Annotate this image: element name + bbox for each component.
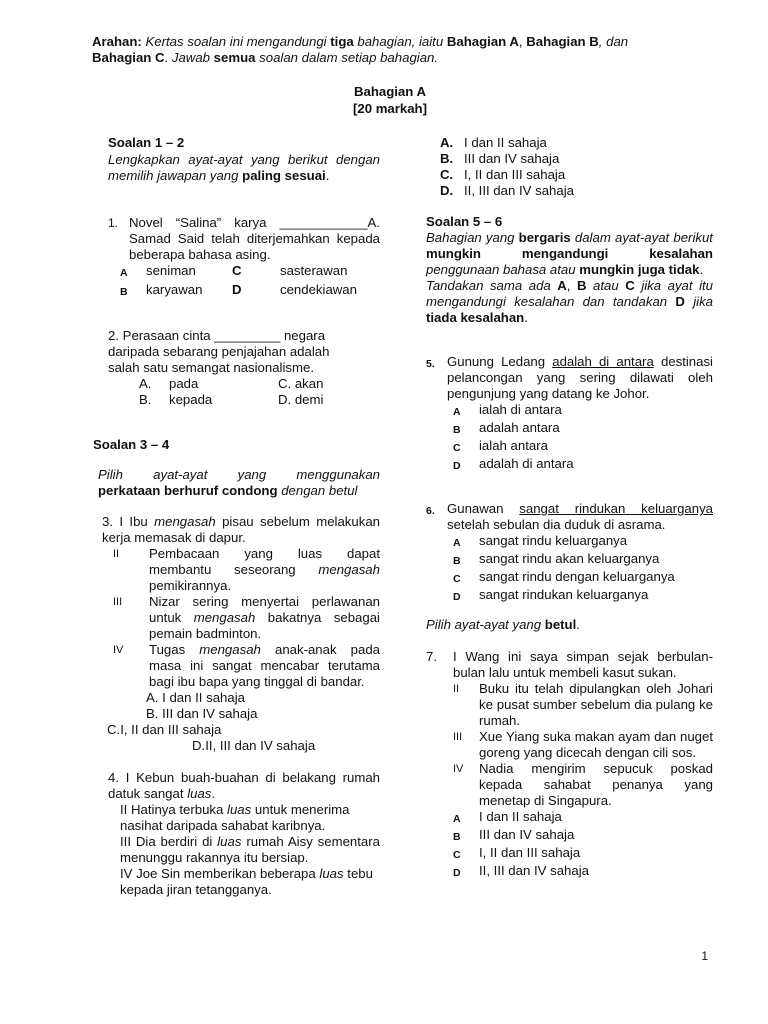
- q4-item-iv: [108, 866, 380, 898]
- question-1: [108, 215, 380, 300]
- instruction-1-2: Lengkapkan ayat-ayat yang berikut dengan memilih jawapan yang paling sesuai.: [108, 152, 380, 183]
- q7-opt-d-label: D: [453, 867, 461, 879]
- instructions-section-b: Bahagian B: [526, 34, 599, 49]
- q4-item-ii: [108, 802, 380, 834]
- i56-p2a: Tandakan sama ada: [426, 278, 551, 293]
- rt-opt-d-label: D.: [440, 183, 454, 198]
- instructions-text-2: bahagian, iaitu: [357, 34, 444, 49]
- q7-opt-b[interactable]: III dan IV sahaja: [479, 827, 575, 842]
- right-top-options: [440, 135, 720, 199]
- heading-soalan-1-2: Soalan 1 – 2: [108, 135, 185, 150]
- q5-opt-c-label: C: [453, 442, 461, 454]
- q5-number: 5.: [426, 358, 435, 370]
- instructions-dan: , dan: [598, 34, 629, 49]
- heading-soalan-5-6: Soalan 5 – 6: [426, 214, 503, 229]
- instruction-5-6-p1: Bahagian yang bergaris dalam ayat-ayat berikut mungkin mengandungi kesalahan penggunaan bahasa atau mungkin juga tidak.: [426, 230, 713, 277]
- q4-ii-a: II Hatinya terbuka: [120, 802, 224, 817]
- instructions-jawab: Jawab: [171, 50, 210, 65]
- q2-text: 2. Perasaan cinta _________ negara daripada sebarang penjajahan adalah salah satu semangat nasionalisme.: [108, 328, 330, 375]
- q3-i-b: pisau sebelum melakukan kerja memasak di dapur.: [102, 514, 380, 545]
- q2-opt-b[interactable]: kepada: [169, 392, 213, 407]
- rt-opt-d[interactable]: II, III dan IV sahaja: [464, 183, 574, 198]
- instruction-3-4-text: Pilih ayat-ayat yang menggunakan: [98, 467, 380, 482]
- q3-iii-a: Nizar sering menyertai perlawanan untuk: [149, 594, 380, 625]
- instruction-7-text: Pilih ayat-ayat yang: [426, 617, 542, 632]
- rt-opt-a[interactable]: I dan II sahaja: [464, 135, 547, 150]
- q2-opt-d[interactable]: D. demi: [278, 392, 324, 407]
- q2-options-row-2: [108, 392, 348, 408]
- i56-p1f: mungkin juga tidak: [579, 262, 700, 277]
- section-marks: [20 markah]: [352, 101, 428, 116]
- q5-underlined: adalah di antara: [552, 354, 654, 369]
- q6-opt-c[interactable]: sangat rindu dengan keluarganya: [479, 569, 675, 584]
- instruction-1-2-bold: paling sesuai: [242, 168, 326, 183]
- q3-item-iv: [102, 642, 380, 690]
- q6-opt-b-label: B: [453, 555, 461, 567]
- q7-item-iii: [426, 729, 713, 761]
- q7-item-i: I Wang ini saya simpan sejak berbulan-bulan lalu untuk membeli kasut sukan.: [453, 649, 713, 680]
- q7-ii-num: II: [453, 683, 460, 695]
- i56-p2c: jika ayat itu mengandungi kesalahan dan tandakan: [426, 278, 713, 309]
- i56-p2-B: B: [576, 278, 587, 293]
- q3-item-i: [102, 514, 380, 546]
- rt-opt-b[interactable]: III dan IV sahaja: [464, 151, 560, 166]
- i56-p1c: dalam ayat-ayat berikut: [574, 230, 713, 245]
- q1-number: 1.: [108, 216, 119, 230]
- instruction-7-bold: betul: [544, 617, 577, 632]
- i56-p2-D: D: [675, 294, 685, 309]
- q3-iii-word: mengasah: [193, 610, 256, 625]
- q5-opt-c[interactable]: ialah antara: [479, 438, 548, 453]
- instruction-1-2-text: Lengkapkan ayat-ayat yang berikut dengan memilih jawapan yang: [108, 152, 380, 183]
- q4-item-iii: [108, 834, 380, 866]
- q6-opt-a-label: A: [453, 537, 461, 549]
- instructions-text-4: soalan dalam setiap bahagian.: [259, 50, 439, 65]
- q4-iii-a: III Dia berdiri di: [120, 834, 213, 849]
- q1-opt-a[interactable]: seniman: [146, 263, 196, 278]
- instructions: Arahan: Kertas soalan ini mengandungi tiga bahagian, iaitu Bahagian A, Bahagian B, dan Bahagian C. Jawab semua soalan dalam setiap bahagian.: [92, 34, 629, 65]
- q7-number: 7.: [426, 649, 437, 664]
- q3-iii-b: bakatnya sebagai pemain badminton.: [149, 610, 380, 641]
- q7-iv-num: IV: [453, 763, 464, 775]
- q7-opt-c-label: C: [453, 849, 461, 861]
- instructions-text: Kertas soalan ini mengandungi: [145, 34, 327, 49]
- q2-opt-a-label: A.: [139, 376, 152, 391]
- instruction-5-6: [426, 214, 713, 326]
- q5-opt-a-label: A: [453, 406, 461, 418]
- q2-opt-b-label: B.: [139, 392, 152, 407]
- q6-opt-d-label: D: [453, 591, 461, 603]
- q6-opt-d[interactable]: sangat rindukan keluarganya: [479, 587, 649, 602]
- q4-iv-word: luas: [319, 866, 344, 881]
- q2-options-row-1: [108, 376, 348, 392]
- q3-opt-b[interactable]: B. III dan IV sahaja: [146, 706, 258, 721]
- q1-options-row-1: [108, 263, 380, 281]
- question-2: [108, 328, 348, 408]
- q7-ii-text: Buku itu telah dipulangkan oleh Johari ke pusat sumber sebelum dia pulang ke rumah.: [479, 681, 713, 728]
- q3-item-iii: [102, 594, 380, 642]
- q1-opt-c[interactable]: sasterawan: [280, 263, 348, 278]
- q6-opt-a[interactable]: sangat rindu keluarganya: [479, 533, 628, 548]
- question-3: [102, 514, 380, 754]
- q1-opt-b[interactable]: karyawan: [146, 282, 203, 297]
- q5-opt-a[interactable]: ialah di antara: [479, 402, 562, 417]
- q6-text-a: Gunawan: [447, 501, 504, 516]
- instruction-3-4: [98, 467, 380, 499]
- q3-ii-b: pemikirannya.: [149, 578, 232, 593]
- rt-opt-b-label: B.: [440, 151, 454, 166]
- instructions-section-c: Bahagian C: [92, 50, 165, 65]
- q7-iv-text: Nadia mengirim sepucuk poskad kepada sahabat penanya yang menetap di Singapura.: [479, 761, 713, 808]
- question-5: [426, 354, 713, 474]
- q3-i-word: mengasah: [154, 514, 216, 529]
- q7-opt-b-label: B: [453, 831, 461, 843]
- q5-opt-d-label: D: [453, 460, 461, 472]
- instructions-semua: semua: [213, 50, 256, 65]
- q1-text: Novel “Salina” karya ____________A. Samad Said telah diterjemahkan kepada beberapa bahasa asing.: [129, 215, 380, 262]
- q6-text: [447, 501, 713, 533]
- heading-soalan-3-4: Soalan 3 – 4: [93, 437, 170, 452]
- question-4: [108, 770, 380, 898]
- q7-opt-d[interactable]: II, III dan IV sahaja: [479, 863, 589, 878]
- q1-opt-d-label: D: [232, 282, 242, 297]
- q7-item-ii: [426, 681, 713, 729]
- q5-text-b: destinasi pelancongan yang sering dilawati oleh pengunjung yang datang ke Johor.: [447, 354, 713, 401]
- q3-i-a: 3. I Ibu: [102, 514, 148, 529]
- q5-text: [447, 354, 713, 402]
- instruction-7: Pilih ayat-ayat yang betul.: [426, 617, 580, 632]
- q7-opt-c[interactable]: I, II dan III sahaja: [479, 845, 581, 860]
- q1-opt-d[interactable]: cendekiawan: [280, 282, 357, 297]
- q2-opt-a[interactable]: pada: [169, 376, 199, 391]
- q2-opt-c[interactable]: C. akan: [278, 376, 324, 391]
- q3-iv-num: IV: [113, 644, 124, 656]
- q6-number: 6.: [426, 505, 435, 517]
- i56-p2-A: A: [557, 278, 567, 293]
- q4-ii-word: luas: [227, 802, 252, 817]
- instructions-tiga: tiga: [330, 34, 354, 49]
- q4-iii-b: rumah Aisy sementara menunggu rakannya itu bersiap.: [120, 834, 380, 865]
- instruction-3-4-end: dengan betul: [281, 483, 358, 498]
- i56-p2e: tiada kesalahan: [426, 310, 525, 325]
- instructions-section-a: Bahagian A: [446, 34, 519, 49]
- i56-p1b: bergaris: [518, 230, 571, 245]
- i56-p2d: jika: [693, 294, 714, 309]
- q3-opt-d[interactable]: D.II, III dan IV sahaja: [192, 738, 316, 753]
- page-number: 1: [701, 949, 708, 963]
- q6-underlined: sangat rindukan keluarganya: [519, 501, 713, 516]
- q3-item-ii: [102, 546, 380, 594]
- q7-iii-text: Xue Yiang suka makan ayam dan nuget goreng yang dicecah dengan cili sos.: [479, 729, 713, 760]
- i56-p2-C: C: [625, 278, 635, 293]
- section-title: Bahagian A: [353, 84, 427, 99]
- instruction-3-4-bold: perkataan berhuruf condong: [98, 483, 278, 498]
- q3-iv-a: Tugas: [149, 642, 186, 657]
- q4-i-b: .: [211, 786, 216, 801]
- q7-iii-num: III: [453, 731, 463, 743]
- q7-opt-a[interactable]: I dan II sahaja: [479, 809, 562, 824]
- i56-p1e: penggunaan bahasa atau: [426, 262, 576, 277]
- q1-opt-c-label: C: [232, 263, 242, 278]
- q3-opt-c[interactable]: C.I, II dan III sahaja: [107, 722, 222, 737]
- question-6: [426, 501, 713, 605]
- q6-text-b: setelah sebulan dia duduk di asrama.: [447, 517, 666, 532]
- rt-opt-c[interactable]: I, II dan III sahaja: [464, 167, 566, 182]
- q3-iv-b: anak-anak pada masa ini sangat mencabar terutama bagi ibu bapa yang tinggal di bandar.: [149, 642, 381, 689]
- q5-opt-b[interactable]: adalah antara: [479, 420, 560, 435]
- q4-iii-word: luas: [217, 834, 242, 849]
- left-column-top: [108, 135, 380, 184]
- q3-ii-word: mengasah: [318, 562, 380, 577]
- q4-i-word: luas: [187, 786, 212, 801]
- i56-p1d: mungkin mengandungi kesalahan: [426, 246, 713, 261]
- i56-p1a: Bahagian yang: [426, 230, 515, 245]
- rt-opt-c-label: C.: [440, 167, 454, 182]
- q5-opt-d[interactable]: adalah di antara: [479, 456, 574, 471]
- q4-iv-a: IV Joe Sin memberikan beberapa: [120, 866, 316, 881]
- instructions-label: Arahan:: [92, 34, 142, 49]
- q3-ii-a: Pembacaan yang luas dapat membantu seseorang: [149, 546, 380, 577]
- q3-iv-word: mengasah: [199, 642, 261, 657]
- question-7: [426, 649, 713, 881]
- q4-iv-b: tebu kepada jiran tetangganya.: [120, 866, 373, 897]
- q5-text-a: Gunung Ledang: [447, 354, 546, 369]
- q7-opt-a-label: A: [453, 813, 461, 825]
- q6-opt-c-label: C: [453, 573, 461, 585]
- q1-opt-a-label: A: [120, 267, 128, 279]
- q5-opt-b-label: B: [453, 424, 461, 436]
- q3-opt-a[interactable]: A. I dan II sahaja: [146, 690, 245, 705]
- q6-opt-b[interactable]: sangat rindu akan keluarganya: [479, 551, 660, 566]
- instruction-5-6-p2: Tandakan sama ada A, B atau C jika ayat itu mengandungi kesalahan dan tandakan D jika tiada kesalahan.: [426, 278, 714, 325]
- q1-options-row-2: [108, 282, 380, 300]
- q4-i-a: 4. I Kebun buah-buahan di belakang rumah datuk sangat: [108, 770, 380, 801]
- q3-ii-num: II: [113, 548, 120, 560]
- q4-item-i: [108, 770, 380, 802]
- q7-item-iv: [426, 761, 713, 809]
- rt-opt-a-label: A.: [440, 135, 454, 150]
- q1-opt-b-label: B: [120, 286, 128, 298]
- q4-ii-b: untuk menerima nasihat daripada sahabat karibnya.: [120, 802, 350, 833]
- i56-p2b: atau: [593, 278, 619, 293]
- q3-iii-num: III: [113, 596, 123, 608]
